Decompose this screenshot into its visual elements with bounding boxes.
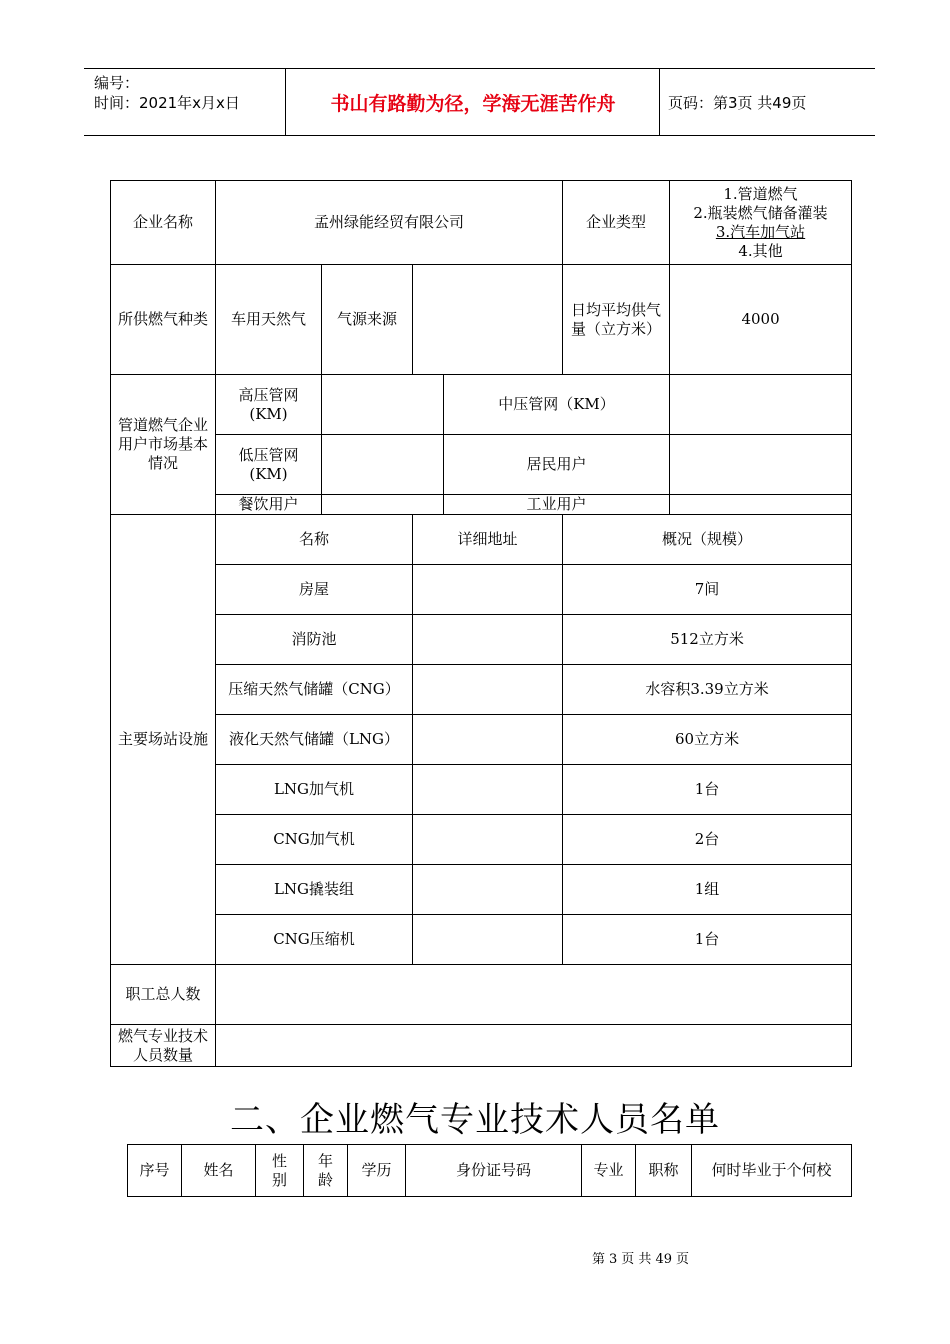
col-education: 学历 xyxy=(348,1145,406,1197)
daily-supply-value: 4000 xyxy=(670,265,852,375)
gas-source-value xyxy=(413,265,563,375)
col-graduation: 何时毕业于个何校 xyxy=(692,1145,852,1197)
resident-users-label: 居民用户 xyxy=(444,435,670,495)
col-gender: 性别 xyxy=(256,1145,304,1197)
facility-scale: 水容积3.39立方米 xyxy=(563,665,852,715)
col-serial: 序号 xyxy=(128,1145,182,1197)
col-major: 专业 xyxy=(582,1145,636,1197)
facilities-section-label: 主要场站设施 xyxy=(111,515,216,965)
col-facility-scale: 概况（规模） xyxy=(563,515,852,565)
header-meta xyxy=(94,73,240,113)
catering-users-label: 餐饮用户 xyxy=(216,495,322,515)
staff-list-table xyxy=(127,1144,852,1197)
industry-users-label: 工业用户 xyxy=(444,495,670,515)
gas-kind-label: 所供燃气种类 xyxy=(111,265,216,375)
type-option: 1.管道燃气 xyxy=(723,184,798,203)
type-option: 2.瓶装燃气储备灌装 xyxy=(693,203,828,222)
header-page-label: 页码：第3页 共49页 xyxy=(668,93,807,112)
header-motto: 书山有路勤为径，学海无涯苦作舟 xyxy=(330,92,616,115)
high-pressure-value xyxy=(322,375,444,435)
facility-scale: 512立方米 xyxy=(563,615,852,665)
facility-scale: 1台 xyxy=(563,765,852,815)
facility-address xyxy=(413,815,563,865)
footer-page: 3 xyxy=(609,1252,618,1267)
col-id-number: 身份证号码 xyxy=(406,1145,582,1197)
facility-name: CNG压缩机 xyxy=(216,915,413,965)
time-label: 时间：2021年x月x日 xyxy=(94,94,240,112)
facility-address xyxy=(413,715,563,765)
page-header xyxy=(84,68,875,136)
footer-prefix: 第 xyxy=(592,1252,606,1267)
industry-users-value xyxy=(670,495,852,515)
staff-total-label: 职工总人数 xyxy=(111,965,216,1025)
header-divider xyxy=(659,69,660,135)
facility-name: LNG撬装组 xyxy=(216,865,413,915)
section-title: 二、企业燃气专业技术人员名单 xyxy=(230,1100,720,1140)
type-option-selected: 3.汽车加气站 xyxy=(715,222,806,241)
staff-tech-label: 燃气专业技术人员数量 xyxy=(111,1025,216,1067)
facility-name: 压缩天然气储罐（CNG） xyxy=(216,665,413,715)
table-row xyxy=(111,615,852,665)
facility-name: 消防池 xyxy=(216,615,413,665)
table-row xyxy=(111,665,852,715)
low-pressure-value xyxy=(322,435,444,495)
facility-address xyxy=(413,915,563,965)
footer-total: 49 xyxy=(655,1252,672,1267)
col-facility-address: 详细地址 xyxy=(413,515,563,565)
enterprise-name-label: 企业名称 xyxy=(111,181,216,265)
col-name: 姓名 xyxy=(182,1145,256,1197)
gas-kind-value: 车用天然气 xyxy=(216,265,322,375)
low-pressure-label: 低压管网(KM) xyxy=(216,435,322,495)
facility-address xyxy=(413,765,563,815)
table-row xyxy=(111,765,852,815)
table-row xyxy=(111,865,852,915)
facility-scale: 60立方米 xyxy=(563,715,852,765)
staff-tech-value xyxy=(216,1025,852,1067)
catering-users-value xyxy=(322,495,444,515)
table-row xyxy=(111,715,852,765)
footer-mid: 页 共 xyxy=(621,1252,652,1267)
staff-total-value xyxy=(216,965,852,1025)
facility-name: LNG加气机 xyxy=(216,765,413,815)
mid-pressure-value xyxy=(670,375,852,435)
col-age: 年龄 xyxy=(304,1145,348,1197)
enterprise-name-value: 孟州绿能经贸有限公司 xyxy=(216,181,563,265)
table-row xyxy=(111,565,852,615)
facility-name: CNG加气机 xyxy=(216,815,413,865)
facility-address xyxy=(413,565,563,615)
resident-users-value xyxy=(670,435,852,495)
col-title: 职称 xyxy=(636,1145,692,1197)
table-row xyxy=(111,915,852,965)
gas-source-label: 气源来源 xyxy=(322,265,413,375)
facility-name: 房屋 xyxy=(216,565,413,615)
enterprise-info-table xyxy=(110,180,852,1067)
daily-supply-label: 日均平均供气量（立方米） xyxy=(563,265,670,375)
table-header-row xyxy=(128,1145,852,1197)
facility-address xyxy=(413,665,563,715)
enterprise-type-list xyxy=(670,181,852,265)
footer-suffix: 页 xyxy=(675,1252,689,1267)
table-row xyxy=(111,815,852,865)
enterprise-type-label: 企业类型 xyxy=(563,181,670,265)
pipeline-section-label: 管道燃气企业用户市场基本情况 xyxy=(111,375,216,515)
facility-scale: 1组 xyxy=(563,865,852,915)
facility-name: 液化天然气储罐（LNG） xyxy=(216,715,413,765)
high-pressure-label: 高压管网(KM) xyxy=(216,375,322,435)
mid-pressure-label: 中压管网（KM） xyxy=(444,375,670,435)
facility-address xyxy=(413,865,563,915)
facility-scale: 7间 xyxy=(563,565,852,615)
number-label: 编号： xyxy=(94,74,140,92)
facility-scale: 2台 xyxy=(563,815,852,865)
facility-address xyxy=(413,615,563,665)
type-option: 4.其他 xyxy=(738,241,783,260)
col-facility-name: 名称 xyxy=(216,515,413,565)
facility-scale: 1台 xyxy=(563,915,852,965)
